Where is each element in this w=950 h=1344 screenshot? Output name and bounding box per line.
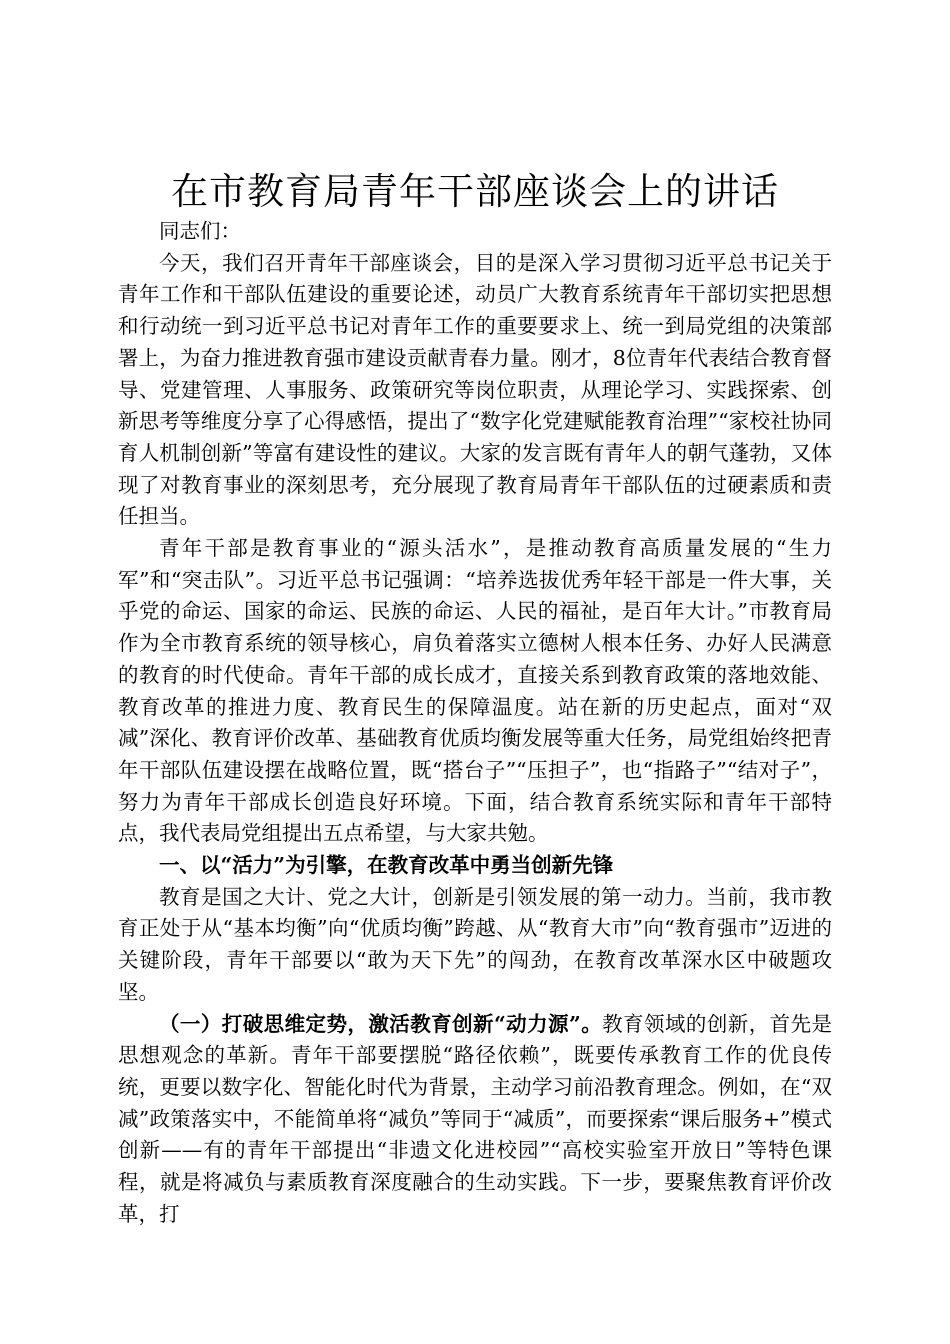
salutation: 同志们： — [159, 219, 241, 243]
subsection-paragraph — [118, 1009, 832, 1231]
subsection-lead: （一）打破思维定势，激活教育创新“动力源”。 — [159, 1011, 603, 1036]
paragraph: 今天，我们召开青年干部座谈会，目的是深入学习贯彻习近平总书记关于青年工作和干部队伍建设的重要论述，动员广大教育系统青年干部切实把思想和行动统一到习近平总书记对青年工作的重要要求上、统一到局党组的决策部署上，为奋力推进教育强市建设贡献青春力量。刚才，8位青年代表结合教育督导、党建管理、人事服务、政策研究等岗位职责，从理论学习、实践探索、创新思考等维度分享了心得感悟，提出了“数字化党建赋能教育治理”“家校社协同育人机制创新”等富有建设性的建议。大家的发言既有青年人的朝气蓬勃，又体现了对教育事业的深刻思考，充分展现了教育局青年干部队伍的过硬素质和责任担当。 — [118, 250, 832, 529]
paragraph: 青年干部是教育事业的“源头活水”，是推动教育高质量发展的“生力军”和“突击队”。习近平总书记强调：“培养选拔优秀年轻干部是一件大事，关乎党的命运、国家的命运、民族的命运、人民的福祉，是百年大计。”市教育局作为全市教育系统的领导核心，肩负着落实立德树人根本任务、办好人民满意的教育的时代使命。青年干部的成长成才，直接关系到教育政策的落地效能、教育改革的推进力度、教育民生的保障温度。站在新的历史起点，面对“双减”深化、教育评价改革、基础教育优质均衡发展等重大任务，局党组始终把青年干部队伍建设摆在战略位置，既“搭台子”“压担子”，也“指路子”“结对子”，努力为青年干部成长创造良好环境。下面，结合教育系统实际和青年干部特点，我代表局党组提出五点希望，与大家共勉。 — [118, 536, 832, 846]
section-heading: 一、以“活力”为引擎，在教育改革中勇当创新先锋 — [159, 853, 614, 878]
subsection-text: 教育领域的创新，首先是思想观念的革新。青年干部要摆脱“路径依赖”，既要传承教育工作的优良传统，更要以数字化、智能化时代为背景，主动学习前沿教育理念。例如，在“双减”政策落实中，不能简单将“减负”等同于“减质”，而要探索“课后服务+”模式创新——有的青年干部提出“非遗文化进校园”“高校实验室开放日”等特色课程，就是将减负与素质教育深度融合的生动实践。下一步，要聚焦教育评价改革，打 — [118, 1011, 833, 1226]
document-title: 在市教育局青年干部座谈会上的讲话 — [171, 170, 779, 213]
section-paragraph: 教育是国之大计、党之大计，创新是引领发展的第一动力。当前，我市教育正处于从“基本均衡”向“优质均衡”跨越、从“教育大市”向“教育强市”迈进的关键阶段，青年干部要以“敢为天下先”的闯劲，在教育改革深水区中破题攻坚。 — [118, 884, 832, 1004]
document-body — [118, 216, 832, 1231]
